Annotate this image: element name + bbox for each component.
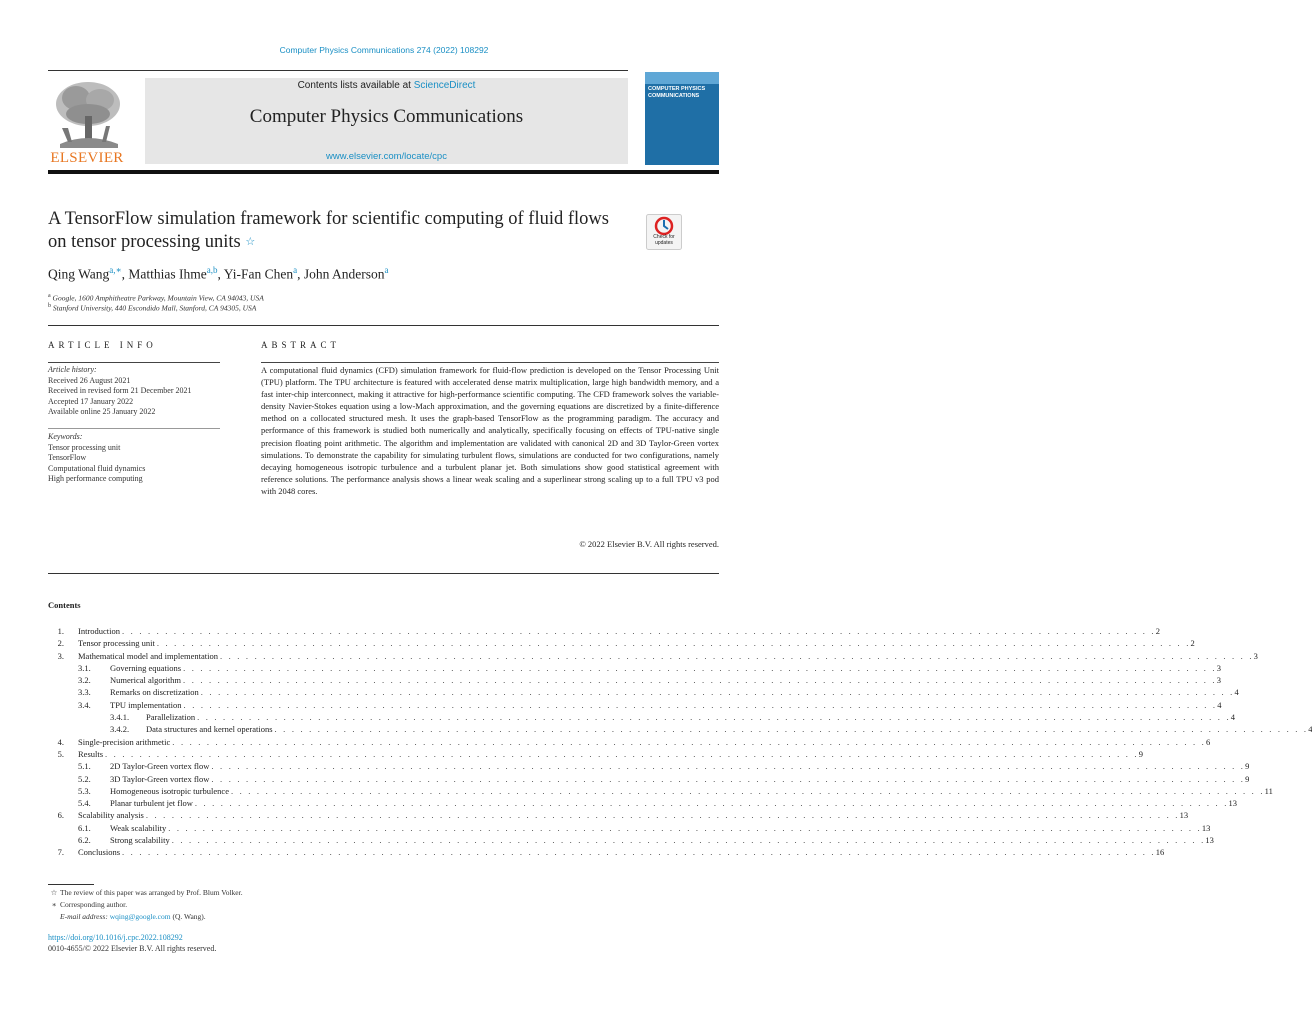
toc-number: 1. xyxy=(57,626,64,636)
toc-item[interactable] xyxy=(48,662,1221,674)
toc-item[interactable] xyxy=(48,822,1211,834)
toc-item[interactable] xyxy=(48,723,1312,735)
author-affiliation-mark[interactable]: a,b xyxy=(206,265,218,275)
toc-label: Data structures and kernel operations xyxy=(146,724,273,735)
toc-label: 3D Taylor-Green vortex flow xyxy=(110,773,210,784)
footnote-star-icon: ☆ xyxy=(50,888,58,897)
toc-label: Governing equations xyxy=(110,662,182,673)
toc-page: 4 xyxy=(1234,687,1239,698)
toc-label: Strong scalability xyxy=(110,835,170,846)
toc-item[interactable] xyxy=(48,773,1250,785)
email-suffix: (Q. Wang). xyxy=(170,912,206,921)
toc-page: 3 xyxy=(1216,675,1221,686)
history-item: Received 26 August 2021 xyxy=(48,375,131,385)
toc-page: 3 xyxy=(1253,650,1258,661)
toc-item[interactable] xyxy=(48,846,1165,858)
author-name: John Anderson xyxy=(303,266,385,282)
toc-leader: . . . . . . . . . . . . . . . . . . . . . . . . . . . . . . . . . . . . . . . . . . . . . . . . . . . . . . . . . . . . . . . . . . . . . . . . . . . . . . . . . . . . . . . . . . . . . . . . . . . . . . . . . . . . . . . . . . . . . . . . xyxy=(197,712,1231,723)
toc-number: 5.2. xyxy=(78,773,91,784)
author-affiliation-mark[interactable]: a,∗ xyxy=(109,265,122,275)
abstract-heading: ABSTRACT xyxy=(261,340,341,350)
affiliation-mark: b xyxy=(48,303,51,309)
toc-leader: . . . . . . . . . . . . . . . . . . . . . . . . . . . . . . . . . . . . . . . . . . . . . . . . . . . . . . . . . . . . . . . . . . . . . . . . . . . . . . . . . . . . . . . . . . . . . . . . . . . . . . . . . . . . . . . . . . . . . . . . xyxy=(194,798,1229,809)
toc-page: 2 xyxy=(1190,638,1195,649)
toc-label: Homogeneous isotropic turbulence xyxy=(110,785,229,796)
footnote-asterisk: ∗ xyxy=(51,900,57,909)
toc-number: 6.1. xyxy=(78,822,91,833)
affiliation-b xyxy=(48,303,256,313)
toc-item[interactable] xyxy=(48,748,1143,760)
toc-leader: . . . . . . . . . . . . . . . . . . . . . . . . . . . . . . . . . . . . . . . . . . . . . . . . . . . . . . . . . . . . . . . . . . . . . . . . . . . . . . . . . . . . . . . . . . . . . . . . . . . . . . . . . . . . . . . . . . . . . . . . xyxy=(183,699,1218,710)
affiliation-text: Google, 1600 Amphitheatre Parkway, Mountain View, CA 94043, USA xyxy=(52,293,264,303)
toc-page: 4 xyxy=(1230,712,1236,723)
abstract-text: A computational fluid dynamics (CFD) simulation framework for fluid-flow prediction is developed on the Tensor Processing Unit (TPU) platform. The TPU architecture is featured with accelerated dense matrix multiplication, large high bandwidth memory, and a fast inter-chip interconnect, making it attractive for high-performance scientific computing. The CFD framework solves the variable-density Navier-Stokes equation using a low-Mach approximation, and the governing equations are discretized by a finite-difference method on a collocated structured mesh. It uses the graph-based TensorFlow as the programming paradigm. The accuracy and performance of this framework is studied both numerically and analytically, specifically focusing on effects of TPU-native single precision floating point arithmetic. The algorithm and implementation are validated with canonical 2D and 3D Taylor-Green vortex simulations. To demonstrate the capability for simulating turbulent flows, simulations are conducted for two configurations, namely decaying homogeneous isotropic turbulence and a turbulent planar jet. Both simulations show good statistical agreement with reference solutions. The performance analysis shows a linear weak scaling and a superlinear strong scaling up to a full TPU v3 pod with 2048 cores. xyxy=(261,365,719,496)
toc-leader: . . . . . . . . . . . . . . . . . . . . . . . . . . . . . . . . . . . . . . . . . . . . . . . . . . . . . . . . . . . . . . . . . . . . . . . . . . . . . . . . . . . . . . . . . . . . . . . . . . . . . . . . . . . . . . . . . . . . . . . . xyxy=(145,810,1180,821)
author-affiliation-mark[interactable]: a xyxy=(293,265,298,275)
keywords xyxy=(48,432,223,485)
affiliation-mark: a xyxy=(48,293,51,299)
toc-leader: . . . . . . . . . . . . . . . . . . . . . . . . . . . . . . . . . . . . . . . . . . . . . . . . . . . . . . . . . . . . . . . . . . . . . . . . . . . . . . . . . . . . . . . . . . . . . . . . . . . . . . . . . . . . . . . . . . . . . . . . xyxy=(122,626,1156,636)
toc-number: 6.2. xyxy=(78,835,91,846)
toc-label: Single-precision arithmetic xyxy=(78,736,171,747)
table-of-contents xyxy=(48,625,1312,859)
toc-label: Mathematical model and implementation xyxy=(78,650,218,661)
divider xyxy=(48,325,719,326)
toc-item[interactable] xyxy=(48,736,1211,748)
history-label: Article history: xyxy=(48,365,97,374)
footnote-email xyxy=(48,911,206,923)
toc-label: Scalability analysis xyxy=(78,810,144,821)
sciencedirect-link[interactable]: ScienceDirect xyxy=(413,80,476,91)
toc-number: 3. xyxy=(57,650,64,661)
elsevier-wordmark: ELSEVIER xyxy=(50,150,124,166)
author-list: Qing Wang$^{a,∗}$, Matthias Ihme$^{a,b}$, Yi-Fan Chen$^a$, John Anderson$^a$ xyxy=(48,265,389,282)
keyword: TensorFlow xyxy=(48,453,87,462)
toc-page: 4 xyxy=(1217,699,1222,710)
toc-number: 3.1. xyxy=(78,662,91,673)
toc-page: 13 xyxy=(1201,822,1211,833)
keyword: Computational fluid dynamics xyxy=(48,463,146,473)
toc-number: 3.4.2. xyxy=(110,724,130,735)
toc-number: 5.3. xyxy=(78,785,91,796)
toc-page: 11 xyxy=(1264,785,1273,796)
toc-label: Parallelization xyxy=(146,712,196,723)
toc-leader: . . . . . . . . . . . . . . . . . . . . . . . . . . . . . . . . . . . . . . . . . . . . . . . . . . . . . . . . . . . . . . . . . . . . . . . . . . . . . . . . . . . . . . . . . . . . . . . . . . . . . . . . . . . . . . . . . . . . . . . . xyxy=(122,847,1156,858)
toc-number: 5.4. xyxy=(78,798,91,809)
footnote-text: Corresponding author. xyxy=(60,900,128,909)
journal-reference[interactable]: Computer Physics Communications 274 (2022) 108292 xyxy=(279,45,489,55)
divider xyxy=(48,428,220,429)
email-link[interactable]: wqing@google.com xyxy=(109,912,171,921)
journal-cover-stripe xyxy=(645,72,719,84)
article-title xyxy=(48,208,628,254)
issn-copyright: 0010-4655/© 2022 Elsevier B.V. All rights reserved. xyxy=(48,944,217,953)
footnote-review xyxy=(48,887,243,899)
keyword: High performance computing xyxy=(48,474,143,483)
toc-leader: . . . . . . . . . . . . . . . . . . . . . . . . . . . . . . . . . . . . . . . . . . . . . . . . . . . . . . . . . . . . . . . . . . . . . . . . . . . . . . . . . . . . . . . . . . . . . . . . . . . . . . . . . . . . . . . . . . . . . . . . xyxy=(168,822,1202,833)
toc-number: 3.2. xyxy=(78,675,91,686)
divider xyxy=(48,362,220,363)
keyword: Tensor processing unit xyxy=(48,442,121,452)
abstract-copyright: © 2022 Elsevier B.V. All rights reserved. xyxy=(579,539,719,549)
toc-page: 13 xyxy=(1179,810,1189,821)
toc-page: 13 xyxy=(1228,798,1238,809)
journal-name: Computer Physics Communications xyxy=(249,106,524,127)
contents-available-line xyxy=(145,80,628,91)
check-for-updates-label: Check for updates xyxy=(653,234,675,246)
toc-item[interactable] xyxy=(48,674,1221,686)
toc-label: Weak scalability xyxy=(110,822,167,833)
footnote-rule xyxy=(48,884,94,885)
toc-leader: . . . . . . . . . . . . . . . . . . . . . . . . . . . . . . . . . . . . . . . . . . . . . . . . . . . . . . . . . . . . . . . . . . . . . . . . . . . . . . . . . . . . . . . . . . . . . . . . . . . . . . . . . . . . . . . . . . . . . . . . xyxy=(211,761,1246,772)
toc-label: Numerical algorithm xyxy=(110,675,182,686)
toc-leader: . . . . . . . . . . . . . . . . . . . . . . . . . . . . . . . . . . . . . . . . . . . . . . . . . . . . . . . . . . . . . . . . . . . . . . . . . . . . . . . . . . . . . . . . . . . . . . . . . . . . . . . . . . . . . . . . . . . . . . . . xyxy=(200,687,1235,698)
toc-item[interactable] xyxy=(48,809,1189,821)
toc-number: 2. xyxy=(57,638,64,649)
doi-link[interactable]: https://doi.org/10.1016/j.cpc.2022.108292 xyxy=(48,933,183,942)
toc-label: Remarks on discretization xyxy=(110,687,199,698)
toc-leader: . . . . . . . . . . . . . . . . . . . . . . . . . . . . . . . . . . . . . . . . . . . . . . . . . . . . . . . . . . . . . . . . . . . . . . . . . . . . . . . . . . . . . . . . . . . . . . . . . . . . . . . . . . . . . . . . . . . . . . . . xyxy=(211,773,1246,784)
masthead-top-rule xyxy=(48,70,628,71)
author-name: Yi-Fan Chen xyxy=(223,266,294,282)
author-name: Qing Wang xyxy=(48,266,110,282)
toc-item[interactable] xyxy=(48,797,1238,809)
journal-url-link[interactable]: www.elsevier.com/locate/cpc xyxy=(326,151,447,162)
toc-number: 3.4. xyxy=(78,699,91,710)
toc-label: Tensor processing unit xyxy=(78,638,155,649)
footnote-text: The review of this paper was arranged by Prof. Blum Volker. xyxy=(60,888,243,897)
history-item: Accepted 17 January 2022 xyxy=(48,396,134,406)
toc-page: 2 xyxy=(1155,626,1160,636)
toc-item[interactable] xyxy=(48,785,1273,797)
article-title-text: A TensorFlow simulation framework for scientific computing of fluid flows on tensor processing units xyxy=(48,209,609,252)
toc-leader: . . . . . . . . . . . . . . . . . . . . . . . . . . . . . . . . . . . . . . . . . . . . . . . . . . . . . . . . . . . . . . . . . . . . . . . . . . . . . . . . . . . . . . . . . . . . . . . . . . . . . . . . . . . . . . . . . . . . . . . . xyxy=(274,724,1309,735)
toc-number: 5. xyxy=(57,748,64,759)
article-history xyxy=(48,365,223,418)
toc-label: Results xyxy=(78,748,104,759)
history-item: Available online 25 January 2022 xyxy=(48,407,156,416)
toc-number: 6. xyxy=(57,810,64,821)
toc-item[interactable] xyxy=(48,650,1258,662)
toc-number: 7. xyxy=(57,847,64,858)
toc-leader: . . . . . . . . . . . . . . . . . . . . . . . . . . . . . . . . . . . . . . . . . . . . . . . . . . . . . . . . . . . . . . . . . . . . . . . . . . . . . . . . . . . . . . . . . . . . . . . . . . . . . . . . . . . . . . . . . . . . . . . . xyxy=(230,785,1265,796)
history-item: Received in revised form 21 December 2021 xyxy=(48,386,192,395)
affiliation-a xyxy=(48,293,264,303)
toc-number: 3.3. xyxy=(78,687,91,698)
toc-item[interactable] xyxy=(48,699,1222,711)
toc-item[interactable] xyxy=(48,760,1250,772)
toc-page: 13 xyxy=(1205,835,1214,846)
article-info-heading: ARTICLE INFO xyxy=(48,340,157,350)
toc-page: 4 xyxy=(1308,724,1312,735)
toc-label: 2D Taylor-Green vortex flow xyxy=(110,761,210,772)
keywords-label: Keywords: xyxy=(48,432,83,441)
toc-leader: . . . . . . . . . . . . . . . . . . . . . . . . . . . . . . . . . . . . . . . . . . . . . . . . . . . . . . . . . . . . . . . . . . . . . . . . . . . . . . . . . . . . . . . . . . . . . . . . . . . . . . . . . . . . . . . . . . . . . . . . xyxy=(105,748,1139,759)
toc-leader: . . . . . . . . . . . . . . . . . . . . . . . . . . . . . . . . . . . . . . . . . . . . . . . . . . . . . . . . . . . . . . . . . . . . . . . . . . . . . . . . . . . . . . . . . . . . . . . . . . . . . . . . . . . . . . . . . . . . . . . . xyxy=(171,835,1206,846)
toc-leader: . . . . . . . . . . . . . . . . . . . . . . . . . . . . . . . . . . . . . . . . . . . . . . . . . . . . . . . . . . . . . . . . . . . . . . . . . . . . . . . . . . . . . . . . . . . . . . . . . . . . . . . . . . . . . . . . . . . . . . . . xyxy=(172,736,1206,747)
footnote-corresponding xyxy=(48,899,127,911)
author-affiliation-mark[interactable]: a xyxy=(384,265,389,275)
toc-label: Planar turbulent jet flow xyxy=(110,798,193,809)
toc-page: 9 xyxy=(1138,748,1143,759)
toc-label: Conclusions xyxy=(78,847,121,858)
toc-leader: . . . . . . . . . . . . . . . . . . . . . . . . . . . . . . . . . . . . . . . . . . . . . . . . . . . . . . . . . . . . . . . . . . . . . . . . . . . . . . . . . . . . . . . . . . . . . . . . . . . . . . . . . . . . . . . . . . . . . . . . xyxy=(183,662,1217,673)
toc-page: 16 xyxy=(1155,847,1165,858)
toc-label: TPU implementation xyxy=(110,699,182,710)
toc-leader: . . . . . . . . . . . . . . . . . . . . . . . . . . . . . . . . . . . . . . . . . . . . . . . . . . . . . . . . . . . . . . . . . . . . . . . . . . . . . . . . . . . . . . . . . . . . . . . . . . . . . . . . . . . . . . . . . . . . . . . . xyxy=(183,675,1217,686)
affiliation-text: Stanford University, 440 Escondido Mall, Stanford, CA 94305, USA xyxy=(52,303,257,313)
toc-leader: . . . . . . . . . . . . . . . . . . . . . . . . . . . . . . . . . . . . . . . . . . . . . . . . . . . . . . . . . . . . . . . . . . . . . . . . . . . . . . . . . . . . . . . . . . . . . . . . . . . . . . . . . . . . . . . . . . . . . . . . xyxy=(156,638,1191,649)
toc-item[interactable] xyxy=(48,637,1195,649)
email-label: E-mail address: xyxy=(60,912,108,921)
toc-page: 3 xyxy=(1216,662,1221,673)
toc-number: 3.4.1. xyxy=(110,712,130,723)
toc-page: 9 xyxy=(1245,773,1250,784)
toc-item[interactable] xyxy=(48,686,1239,698)
title-footnote-star-icon[interactable]: ☆ xyxy=(245,236,256,248)
journal-cover-title: COMPUTER PHYSICS COMMUNICATIONS xyxy=(648,86,706,99)
toc-item[interactable] xyxy=(48,625,1160,637)
toc-number: 5.1. xyxy=(78,761,91,772)
toc-page: 9 xyxy=(1245,761,1250,772)
masthead-bottom-rule xyxy=(48,170,719,174)
toc-item[interactable] xyxy=(48,711,1236,723)
divider xyxy=(261,362,719,363)
toc-page: 6 xyxy=(1205,736,1211,747)
toc-number: 4. xyxy=(57,736,64,747)
toc-label: Introduction xyxy=(78,626,121,636)
contents-prefix: Contents lists available at xyxy=(297,80,414,91)
toc-leader: . . . . . . . . . . . . . . . . . . . . . . . . . . . . . . . . . . . . . . . . . . . . . . . . . . . . . . . . . . . . . . . . . . . . . . . . . . . . . . . . . . . . . . . . . . . . . . . . . . . . . . . . . . . . . . . . . . . . . . . . xyxy=(219,650,1254,661)
author-name: Matthias Ihme xyxy=(128,266,207,282)
toc-item[interactable] xyxy=(48,834,1214,846)
contents-title: Contents xyxy=(48,600,81,610)
divider xyxy=(48,573,719,574)
